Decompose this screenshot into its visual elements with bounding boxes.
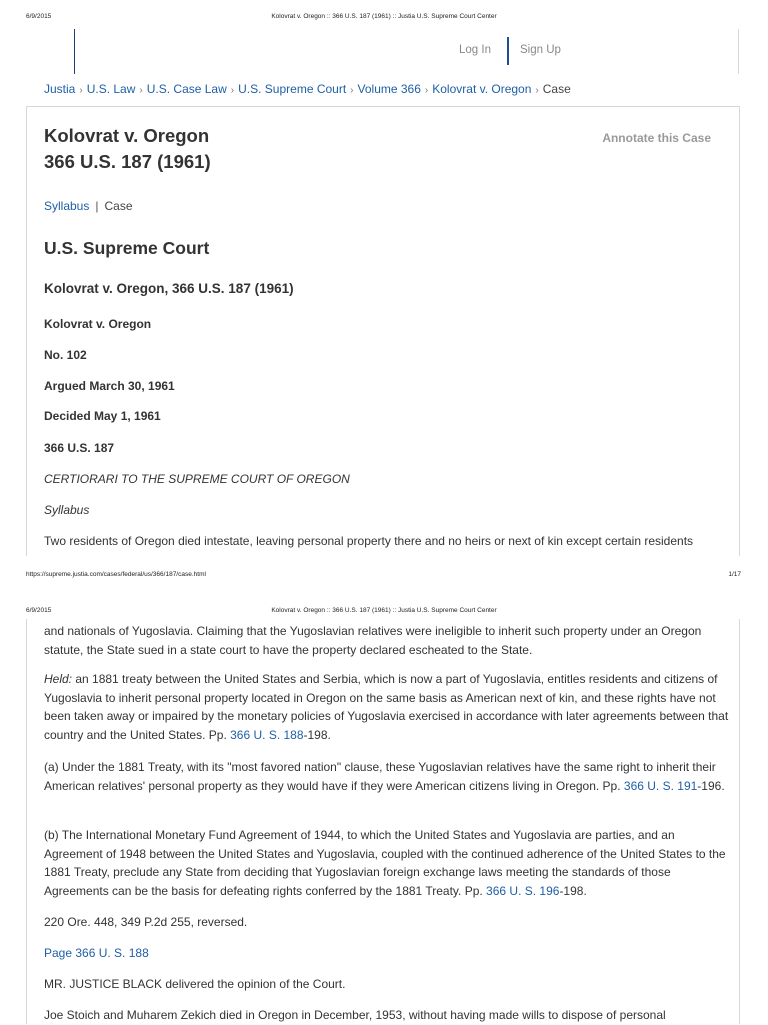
signup-link[interactable]: Sign Up [520, 44, 561, 56]
held-label: Held: [44, 672, 73, 686]
case-citation: 366 U.S. 187 (1961) [44, 151, 211, 172]
breadcrumb [44, 82, 571, 96]
case-name: Kolovrat v. Oregon [44, 125, 210, 146]
point-b-citation-link[interactable]: 366 U. S. 196 [486, 883, 560, 898]
print-date: 6/9/2015 [26, 13, 52, 20]
point-b-paragraph [44, 826, 734, 900]
held-citation-link[interactable]: 366 U. S. 188 [230, 727, 304, 742]
tab-case[interactable]: Case [104, 199, 133, 213]
breadcrumb-separator: › [139, 85, 143, 96]
full-title-heading: Kolovrat v. Oregon, 366 U.S. 187 (1961) [44, 281, 294, 296]
court-heading: U.S. Supreme Court [44, 238, 210, 258]
breadcrumb-separator: › [535, 85, 539, 96]
print-date: 6/9/2015 [26, 607, 52, 614]
case-title [44, 123, 211, 175]
content-top-border [26, 106, 740, 107]
tab-separator: | [95, 199, 99, 213]
meta-argued: Argued March 30, 1961 [44, 379, 175, 393]
held-paragraph [44, 670, 734, 744]
breadcrumb-justia[interactable]: Justia [44, 82, 76, 96]
breadcrumb-us-law[interactable]: U.S. Law [86, 82, 136, 96]
case-tabs [44, 199, 133, 213]
held-text: an 1881 treaty between the United States and Serbia, which is now a part of Yugoslavia, entitles residents and citizens of Yugoslavia to inherit personal property located in Oregon on the same basis as American next of kin, and these rights have not been taken away or impaired by the monetary policies of Yugoslavia exercised in accordance with later agreements between that country and the United States. Pp. [44, 672, 729, 742]
point-b-text: (b) The International Monetary Fund Agreement of 1944, to which the United States and Yugoslavia are parties, and an Agreement of 1948 between the United States and Yugoslavia, coupled with the continued adherence of the United States to the 1881 Treaty, preclude any State from deciding that Yugoslavian foreign exchange laws meeting the standards of those Agreements can be the basis for defeating rights conferred by the 1881 Treaty. Pp. [44, 828, 726, 898]
page-ref-link[interactable]: Page 366 U. S. 188 [44, 946, 149, 960]
frame-right [739, 106, 740, 556]
breadcrumb-volume[interactable]: Volume 366 [357, 82, 421, 96]
login-link[interactable]: Log In [459, 44, 491, 56]
syllabus-heading: Syllabus [44, 503, 90, 517]
annotate-case-button[interactable]: Annotate this Case [602, 131, 711, 145]
point-a-paragraph [44, 758, 734, 795]
auth-separator [507, 37, 509, 65]
opinion-intro: MR. JUSTICE BLACK delivered the opinion of the Court. [44, 977, 346, 991]
breadcrumb-current: Case [542, 82, 571, 96]
breadcrumb-separator: › [79, 85, 83, 96]
point-b-end: -198. [559, 883, 587, 898]
frame-right-2 [739, 619, 740, 1024]
opinion-first-line: Joe Stoich and Muharem Zekich died in Oregon in December, 1953, without having made wills to dispose of personal [44, 1008, 666, 1022]
meta-number: No. 102 [44, 348, 87, 362]
frame-left-2 [26, 619, 27, 1024]
meta-cite: 366 U.S. 187 [44, 441, 115, 455]
point-a-text: (a) Under the 1881 Treaty, with its "most favored nation" clause, these Yugoslavian relatives have the same right to inherit their American relatives' personal property as they would have if they were American citizens living in Oregon. Pp. [44, 760, 716, 793]
breadcrumb-supreme-court[interactable]: U.S. Supreme Court [238, 82, 347, 96]
print-title: Kolovrat v. Oregon :: 366 U.S. 187 (1961) :: Justia U.S. Supreme Court Center [271, 13, 497, 20]
print-url: https://supreme.justia.com/cases/federal/us/366/187/case.html [26, 571, 206, 578]
syllabus-continued: and nationals of Yugoslavia. Claiming that the Yugoslavian relatives were ineligible to inherit such property under an Oregon statute, the State sued in a state court to have the property declared escheated to the State. [44, 624, 702, 657]
held-end: -198. [303, 727, 331, 742]
lower-court-citation: 220 Ore. 448, 349 P.2d 255, reversed. [44, 915, 248, 929]
print-title: Kolovrat v. Oregon :: 366 U.S. 187 (1961) :: Justia U.S. Supreme Court Center [271, 607, 497, 614]
breadcrumb-case-name[interactable]: Kolovrat v. Oregon [432, 82, 532, 96]
breadcrumb-separator: › [350, 85, 354, 96]
meta-name: Kolovrat v. Oregon [44, 317, 152, 331]
meta-decided: Decided May 1, 1961 [44, 409, 161, 423]
point-a-end: -196. [697, 778, 725, 793]
breadcrumb-separator: › [424, 85, 429, 96]
print-page-number: 1/17 [728, 571, 741, 578]
breadcrumb-separator: › [230, 85, 235, 96]
frame-left [26, 106, 27, 556]
breadcrumb-case-law[interactable]: U.S. Case Law [146, 82, 227, 96]
tab-syllabus[interactable]: Syllabus [44, 199, 90, 213]
certiorari-line: CERTIORARI TO THE SUPREME COURT OF OREGON [44, 472, 350, 486]
frame-right-top [738, 29, 739, 74]
syllabus-first-line: Two residents of Oregon died intestate, leaving personal property there and no heirs or next of kin except certain residents [44, 534, 694, 548]
header-divider [74, 29, 75, 74]
point-a-citation-link[interactable]: 366 U. S. 191 [623, 778, 698, 793]
page-reference-link [44, 944, 734, 963]
